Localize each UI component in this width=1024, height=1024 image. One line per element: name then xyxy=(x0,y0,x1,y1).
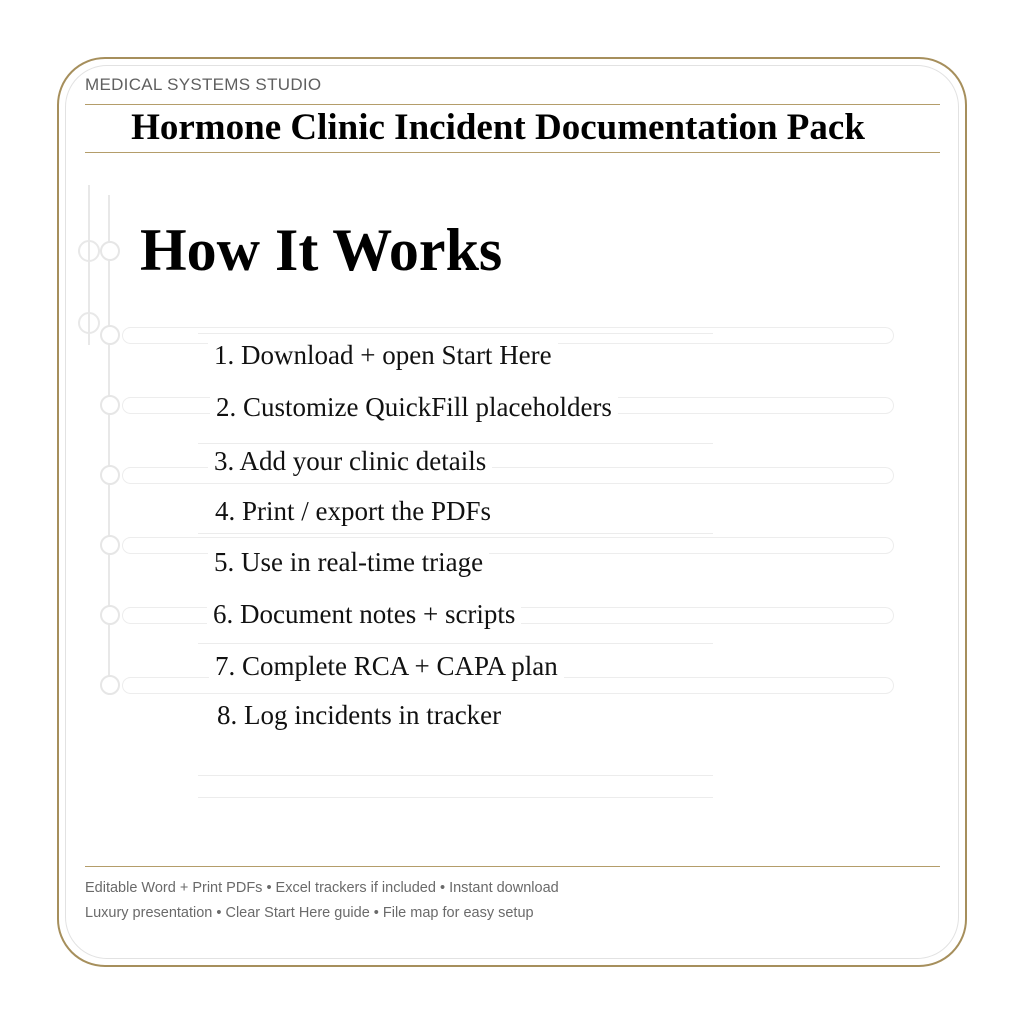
page-title: Hormone Clinic Incident Documentation Pack xyxy=(131,107,865,148)
timeline-dot xyxy=(100,395,120,415)
step-band-line xyxy=(198,333,713,334)
footer-rule xyxy=(85,866,940,867)
footer-features-line: Editable Word + Print PDFs • Excel trackers if included • Instant download xyxy=(85,880,559,896)
footer-presentation-line: Luxury presentation • Clear Start Here guide • File map for easy setup xyxy=(85,905,534,921)
inner-frame xyxy=(65,65,959,959)
step-item: 4. Print / export the PDFs xyxy=(209,494,497,528)
step-band-line xyxy=(198,533,713,534)
step-band-line xyxy=(198,643,713,644)
timeline-ring xyxy=(78,312,100,334)
brand-label: MEDICAL SYSTEMS STUDIO xyxy=(85,75,322,94)
timeline-ring xyxy=(78,240,100,262)
timeline-dot xyxy=(100,465,120,485)
timeline-dot xyxy=(100,675,120,695)
section-heading: How It Works xyxy=(140,217,503,283)
title-rule xyxy=(85,152,940,153)
step-item: 8. Log incidents in tracker xyxy=(211,698,507,732)
step-item: 7. Complete RCA + CAPA plan xyxy=(209,649,564,683)
step-item: 5. Use in real-time triage xyxy=(208,545,489,579)
top-rule xyxy=(85,104,940,105)
timeline-dot xyxy=(100,241,120,261)
step-item: 1. Download + open Start Here xyxy=(208,338,558,372)
timeline-dot xyxy=(100,325,120,345)
timeline-dot xyxy=(100,605,120,625)
step-band-line xyxy=(198,797,713,798)
step-item: 2. Customize QuickFill placeholders xyxy=(210,390,618,424)
timeline-dot xyxy=(100,535,120,555)
step-band-line xyxy=(198,775,713,776)
step-item: 6. Document notes + scripts xyxy=(207,597,521,631)
step-item: 3. Add your clinic details xyxy=(208,444,492,478)
